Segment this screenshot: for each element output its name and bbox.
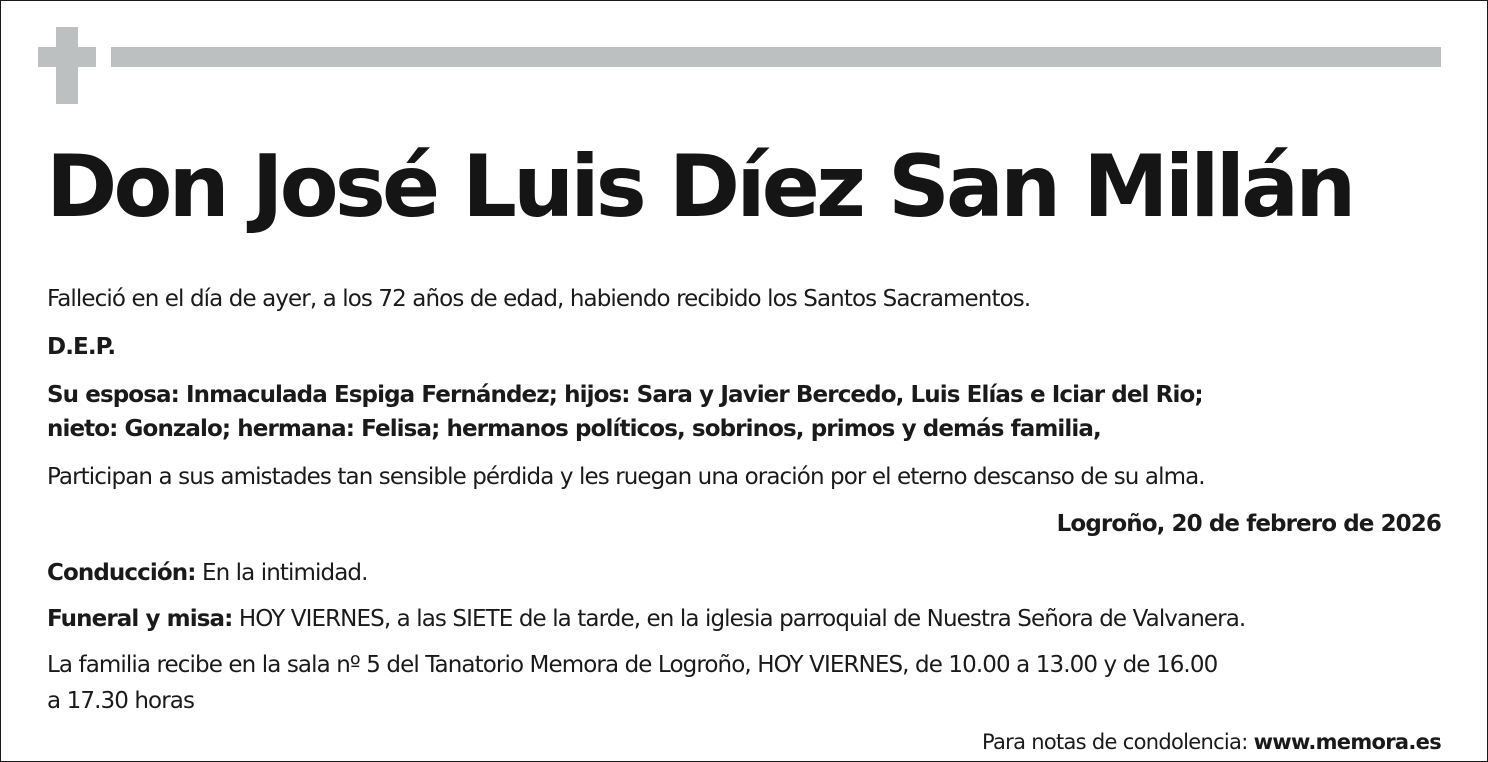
wake-line-2: a 17.30 horas (47, 688, 195, 714)
procession-text: En la intimidad. (195, 560, 368, 586)
procession-line (47, 557, 368, 589)
header-rule (111, 47, 1441, 67)
cross-icon-arm (38, 47, 96, 67)
place-date: Logroño, 20 de febrero de 2026 (1056, 511, 1441, 537)
condolence-footer (982, 726, 1441, 758)
condolence-link[interactable]: www.memora.es (1253, 730, 1441, 754)
announcement-text: Falleció en el día de ayer, a los 72 años de edad, habiendo recibido los Santos Sacramentos. (47, 286, 1031, 312)
funeral-text: HOY VIERNES, a las SIETE de la tarde, en la iglesia parroquial de Nuestra Señora de Valvanera. (232, 606, 1246, 632)
family-line-1: Su esposa: Inmaculada Espiga Fernández; hijos: Sara y Javier Bercedo, Luis Elías e Iciar del Rio; (47, 382, 1203, 408)
funeral-line (47, 603, 1245, 635)
request-text: Participan a sus amistades tan sensible pérdida y les ruegan una oración por el eterno descanso de su alma. (47, 464, 1205, 490)
deceased-name: Don José Luis Díez San Millán (46, 137, 1353, 237)
rip-text: D.E.P. (47, 334, 116, 360)
procession-label: Conducción: (47, 560, 196, 586)
family-line-2: nieto: Gonzalo; hermana: Felisa; hermanos políticos, sobrinos, primos y demás familia, (47, 416, 1101, 442)
condolence-label: Para notas de condolencia: (981, 730, 1254, 754)
wake-line-1: La familia recibe en la sala nº 5 del Tanatorio Memora de Logroño, HOY VIERNES, de 10.00 a 13.00 y de 16.00 (47, 652, 1218, 678)
funeral-label: Funeral y misa: (47, 606, 233, 632)
